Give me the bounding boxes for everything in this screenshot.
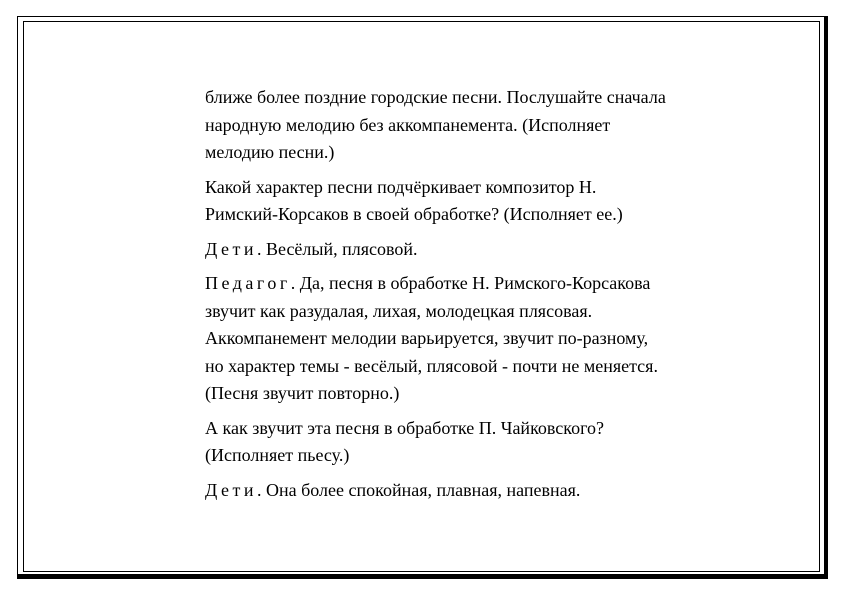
text-line: (Исполняет пьесу.)	[205, 445, 350, 465]
text-line: Аккомпанемент мелодии варьируется, звучит по-разному,	[205, 328, 649, 348]
speaker-name: Дети	[205, 238, 257, 259]
text-line: но характер темы - весёлый, плясовой - почти не меняется.	[205, 355, 658, 376]
paragraph-4	[205, 270, 745, 408]
text-line: . Весёлый, плясовой.	[257, 238, 418, 259]
text-line: Римский-Корсаков в своей обработке? (Исполняет ее.)	[205, 204, 623, 224]
text-line: ближе более поздние городские песни. Послушайте сначала	[205, 87, 666, 107]
text-line: (Песня звучит повторно.)	[205, 383, 400, 403]
text-line: . Она более спокойная, плавная, напевная.	[257, 479, 581, 500]
paragraph-2	[205, 174, 745, 229]
text-line: А как звучит эта песня в обработке П. Чайковского?	[205, 417, 605, 438]
paragraph-3	[205, 236, 745, 264]
speaker-name: Дети	[205, 479, 257, 500]
text-line: . Да, песня в обработке Н. Римского-Корсакова	[290, 273, 651, 293]
text-line: Какой характер песни подчёркивает композитор Н.	[205, 176, 597, 197]
text-line: звучит как разудалая, лихая, молодецкая плясовая.	[205, 300, 593, 321]
paragraph-6	[205, 477, 745, 505]
paragraph-1	[205, 84, 745, 167]
document-body	[205, 84, 745, 511]
speaker-name: Педагог	[205, 273, 291, 293]
text-line: мелодию песни.)	[205, 142, 335, 162]
paragraph-5	[205, 415, 745, 470]
text-line: народную мелодию без аккомпанемента. (Исполняет	[205, 114, 611, 135]
